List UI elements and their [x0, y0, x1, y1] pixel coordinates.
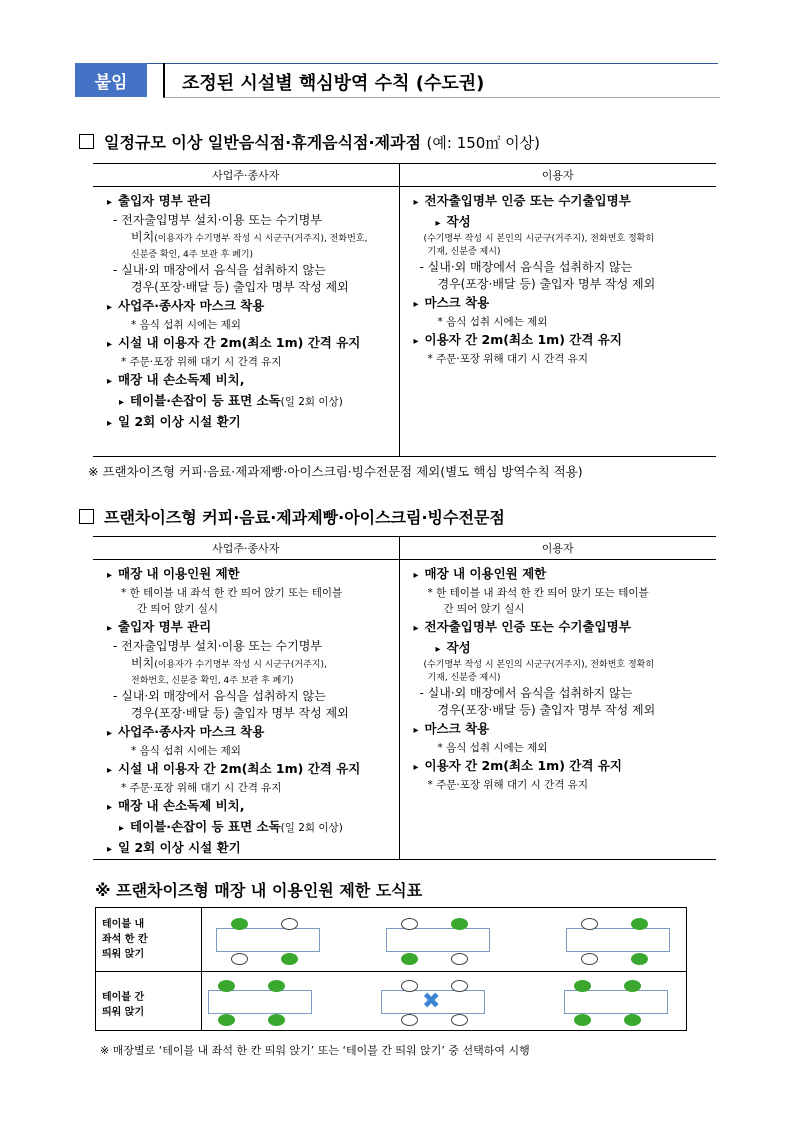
- table-shape: [564, 990, 668, 1014]
- seat-occupied: [218, 1014, 235, 1026]
- divider: [96, 971, 686, 972]
- section2-heading: [79, 505, 505, 528]
- seating-diagram: [95, 907, 687, 1031]
- section1-footnote: ※ 프랜차이즈형 커피·음료·제과제빵·아이스크림·빙수전문점 제외(별도 핵심 방역수칙 적용): [88, 464, 583, 479]
- seat-empty: [231, 953, 248, 965]
- seat-occupied: [451, 918, 468, 930]
- seat-empty: [281, 918, 298, 930]
- col-header-user: 이용자: [399, 164, 716, 187]
- list-item: ▸ 일 2회 이상 시설 환기: [107, 838, 399, 859]
- seat-occupied: [631, 953, 648, 965]
- list-item: ▸ 이용자 간 2m(최소 1m) 간격 유지: [414, 330, 717, 351]
- table-shape: [216, 928, 320, 952]
- section2-table: [93, 536, 716, 860]
- x-mark-icon: ✖: [422, 989, 441, 1014]
- list-item: ▸ 출입자 명부 관리: [107, 191, 399, 212]
- list-item: ▸ 전자출입명부 인증 또는 수기출입명부: [414, 191, 717, 212]
- list-item: ▸ 사업주·종사자 마스크 착용: [107, 296, 399, 317]
- list-item: ▸ 사업주·종사자 마스크 착용: [107, 722, 399, 743]
- list-item: ▸ 일 2회 이상 시설 환기: [107, 412, 399, 433]
- list-item: ▸ 시설 내 이용자 간 2m(최소 1m) 간격 유지: [107, 759, 399, 780]
- seat-occupied: [631, 918, 648, 930]
- list-item: ▸ 마스크 착용: [414, 719, 717, 740]
- col-header-operator: 사업주·종사자: [93, 164, 399, 187]
- list-item: ▸ 이용자 간 2m(최소 1m) 간격 유지: [414, 756, 717, 777]
- list-item: ▸ 마스크 착용: [414, 293, 717, 314]
- user-cell: ▸ 전자출입명부 인증 또는 수기출입명부 ▸ 작성 (수기명부 작성 시 본인의 시군구(거주지), 전화번호 정확히 기재, 신분증 제시) - 실내·외 매장에서 음식을 섭취하지 않는 경우(포장·배달 등) 출입자 명부 작성 제외 ▸ 마스크 착용 * 음식 섭취 시에는 제외 ▸ 이용자 간 2m(최소 1m) 간격 유지 * 주문·포장 위해 대기 시 간격 유지: [399, 187, 716, 457]
- seat-occupied: [574, 980, 591, 992]
- row1-label: 테이블 내 좌석 한 칸 띄워 앉기: [102, 919, 148, 960]
- row2-label: 테이블 간 띄워 앉기: [102, 992, 145, 1018]
- seat-occupied: [231, 918, 248, 930]
- diagram-heading: ※ 프랜차이즈형 매장 내 이용인원 제한 도식표: [95, 881, 423, 900]
- section1-table: [93, 163, 716, 457]
- page-title: 조정된 시설별 핵심방역 수칙 (수도권): [182, 73, 485, 94]
- list-item-detail: 비치(이용자가 수기명부 작성 시 시군구(거주지), 전화번호,: [131, 230, 368, 244]
- section1-heading: [79, 130, 540, 153]
- user-cell: ▸ 매장 내 이용인원 제한 * 한 테이블 내 좌석 한 칸 띄어 앉기 또는 테이블 간 띄어 앉기 실시 ▸ 전자출입명부 인증 또는 수기출입명부 ▸ 작성 (수기명부 작성 시 본인의 시군구(거주지), 전화번호 정확히 기재, 신분증 제시) - 실내·외 매장에서 음식을 섭취하지 않는 경우(포장·배달 등) 출입자 명부 작성 제외 ▸ 마스크 착용 * 음식 섭취 시에는 제외 ▸ 이용자 간 2m(최소 1m) 간격 유지 * 주문·포장 위해 대기 시 간격 유지: [399, 560, 716, 860]
- checkbox-square-icon: [79, 134, 94, 149]
- seat-occupied: [401, 953, 418, 965]
- section1-title: 일정규모 이상 일반음식점·휴게음식점·제과점: [104, 133, 421, 152]
- diagram-footnote: ※ 매장별로 ‘테이블 내 좌석 한 칸 띄워 앉기’ 또는 ‘테이블 간 띄워 앉기’ 중 선택하여 시행: [100, 1044, 530, 1057]
- seat-empty: [451, 953, 468, 965]
- seat-occupied: [624, 1014, 641, 1026]
- seat-empty: [581, 918, 598, 930]
- seat-empty: [401, 980, 418, 992]
- col-header-operator: 사업주·종사자: [93, 537, 399, 560]
- operator-cell: ▸ 출입자 명부 관리 - 전자출입명부 설치·이용 또는 수기명부 비치(이용자가 수기명부 작성 시 시군구(거주지), 전화번호, 신분증 확인, 4주 보관 후 폐기) - 실내·외 매장에서 음식을 섭취하지 않는 경우(포장·배달 등) 출입자 명부 작성 제외 ▸ 사업주·종사자 마스크 착용 * 음식 섭취 시에는 제외 ▸ 시설 내 이용자 간 2m(최소 1m) 간격 유지 * 주문·포장 위해 대기 시 간격 유지 ▸ 매장 내 손소독제 비치, ▸ 테이블·손잡이 등 표면 소독(일 2회 이상) ▸ 일 2회 이상 시설 환기: [93, 187, 399, 457]
- list-item: ▸ 전자출입명부 인증 또는 수기출입명부: [414, 617, 717, 638]
- list-item: ▸ 매장 내 손소독제 비치,: [107, 370, 399, 391]
- seat-empty: [401, 1014, 418, 1026]
- list-item: ▸ 매장 내 손소독제 비치,: [107, 796, 399, 817]
- seat-occupied: [574, 1014, 591, 1026]
- section1-note: (예: 150㎡ 이상): [426, 134, 540, 152]
- table-shape: [208, 990, 312, 1014]
- list-item-cont: ▸ 테이블·손잡이 등 표면 소독(일 2회 이상): [107, 391, 399, 412]
- table-shape: [386, 928, 490, 952]
- seat-occupied: [218, 980, 235, 992]
- checkbox-square-icon: [79, 509, 94, 524]
- divider: [201, 908, 202, 1030]
- seat-occupied: [281, 953, 298, 965]
- operator-cell: ▸ 매장 내 이용인원 제한 * 한 테이블 내 좌석 한 칸 띄어 앉기 또는 테이블 간 띄어 앉기 실시 ▸ 출입자 명부 관리 - 전자출입명부 설치·이용 또는 수기명부 비치(이용자가 수기명부 작성 시 시군구(거주지), 전화번호, 신분증 확인, 4주 보관 후 폐기) - 실내·외 매장에서 음식을 섭취하지 않는 경우(포장·배달 등) 출입자 명부 작성 제외 ▸ 사업주·종사자 마스크 착용 * 음식 섭취 시에는 제외 ▸ 시설 내 이용자 간 2m(최소 1m) 간격 유지 * 주문·포장 위해 대기 시 간격 유지 ▸ 매장 내 손소독제 비치, ▸ 테이블·손잡이 등 표면 소독(일 2회 이상) ▸ 일 2회 이상 시설 환기: [93, 560, 399, 860]
- seat-occupied: [268, 980, 285, 992]
- list-item: ▸ 시설 내 이용자 간 2m(최소 1m) 간격 유지: [107, 333, 399, 354]
- attachment-badge: 붙임: [75, 63, 147, 97]
- list-item: ▸ 매장 내 이용인원 제한: [414, 564, 717, 585]
- table-shape: [566, 928, 670, 952]
- list-item: ▸ 매장 내 이용인원 제한: [107, 564, 399, 585]
- seat-empty: [451, 1014, 468, 1026]
- seat-occupied: [268, 1014, 285, 1026]
- list-item: ▸ 출입자 명부 관리: [107, 617, 399, 638]
- section2-title: 프랜차이즈형 커피·음료·제과제빵·아이스크림·빙수전문점: [104, 508, 505, 527]
- seat-empty: [581, 953, 598, 965]
- seat-empty: [401, 918, 418, 930]
- seat-empty: [451, 980, 468, 992]
- seat-occupied: [624, 980, 641, 992]
- col-header-user: 이용자: [399, 537, 716, 560]
